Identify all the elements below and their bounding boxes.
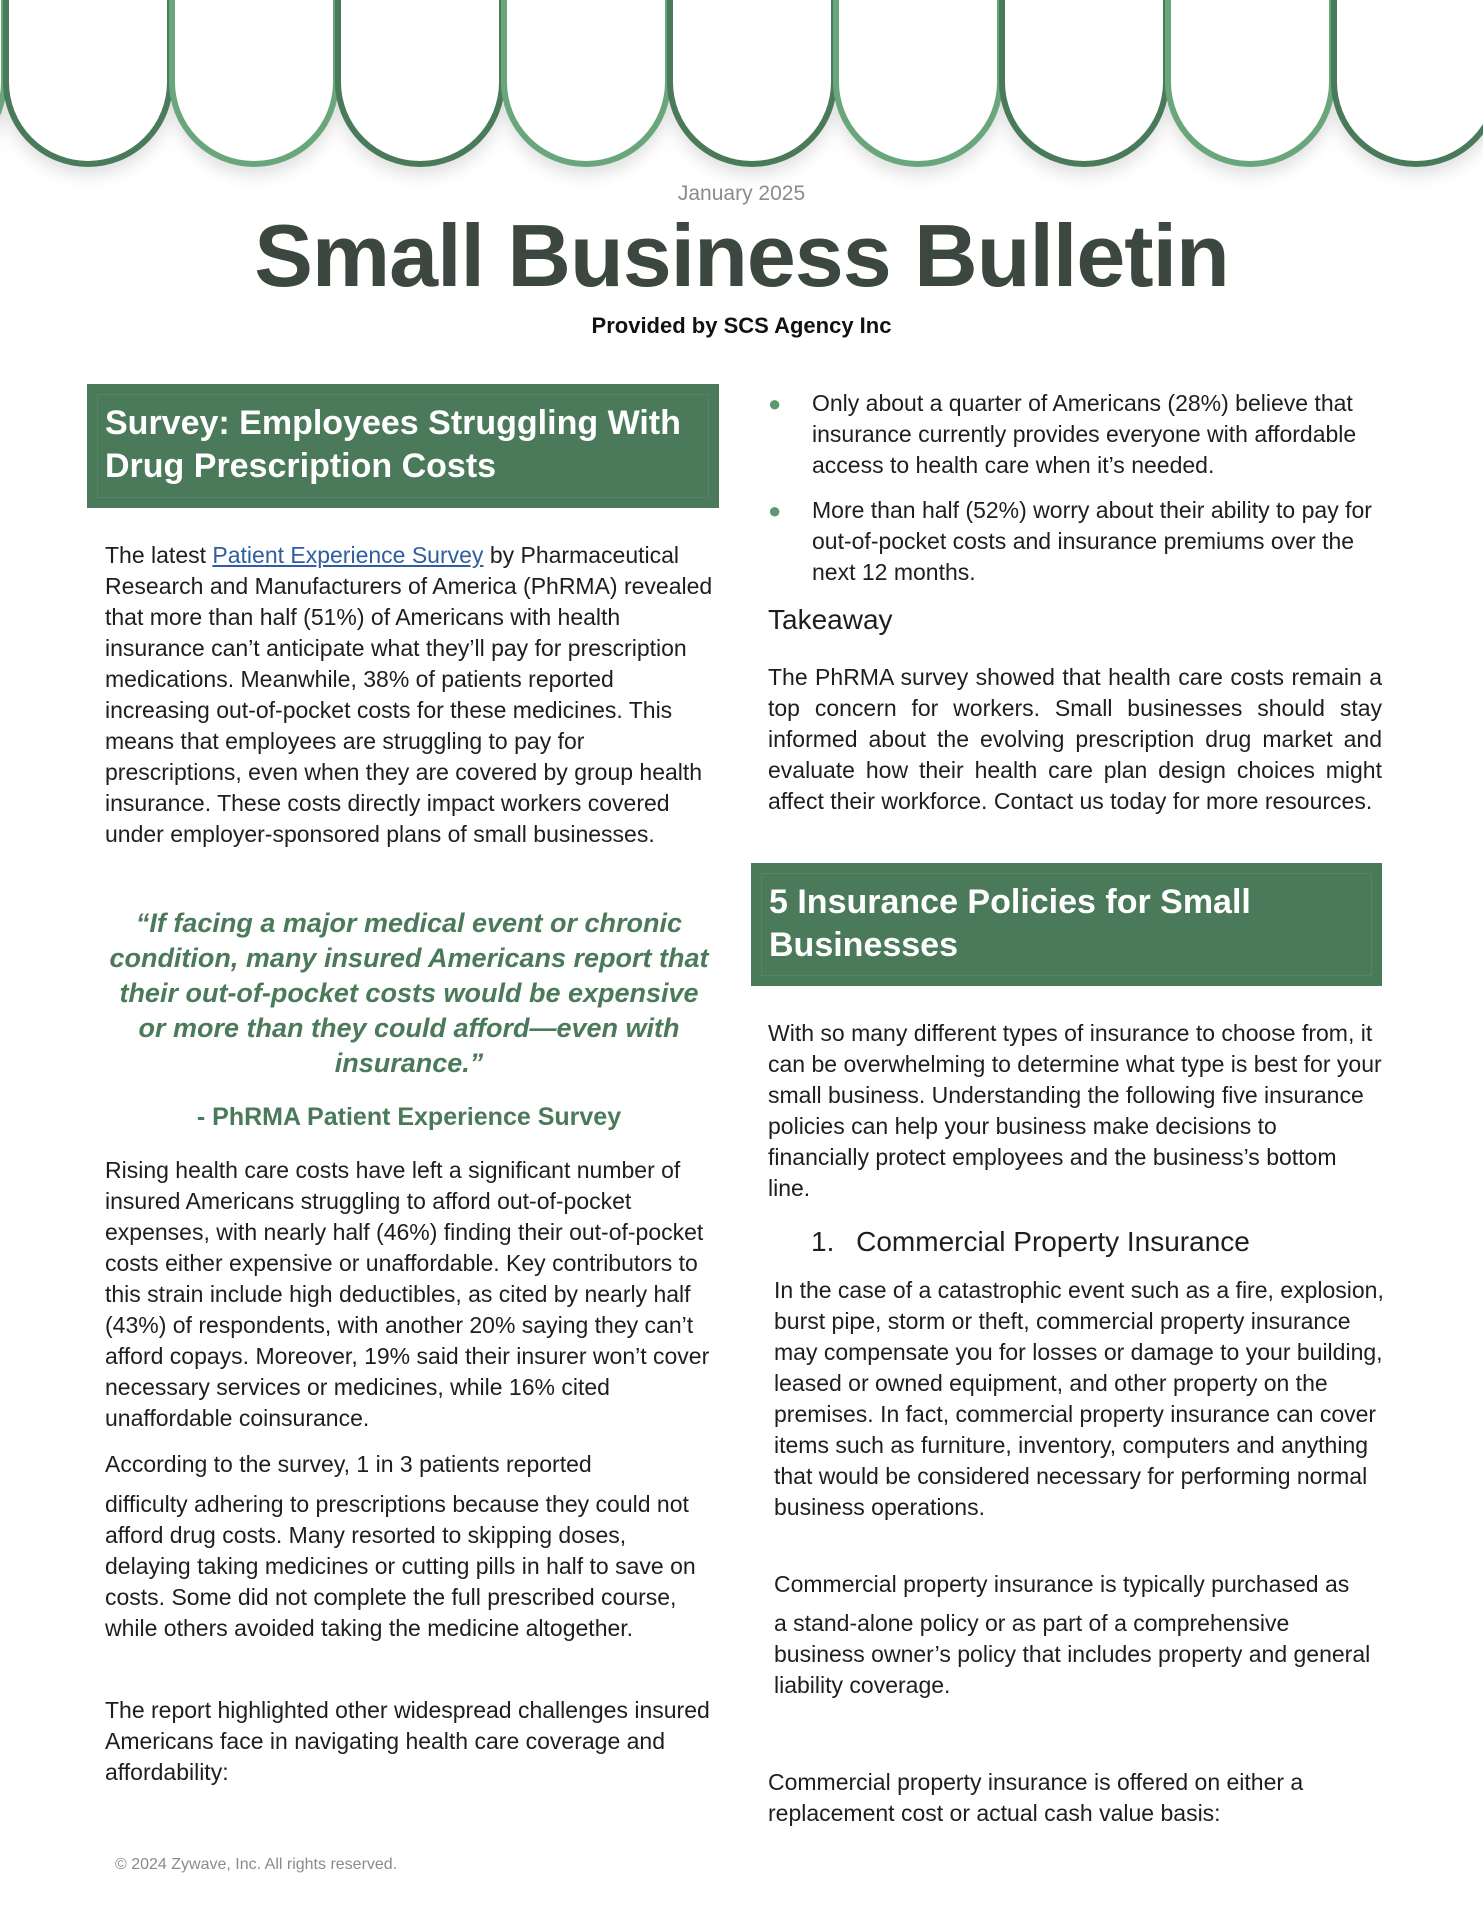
issue-date: January 2025	[677, 182, 806, 205]
scallop-arch	[172, 0, 336, 164]
list-item: ● Only about a quarter of Americans (28%) believe that insurance currently provides everyone with affordable access to health care when it’s needed.	[768, 390, 1357, 478]
adherence-paragraph: difficulty adhering to prescriptions because they could not afford drug costs. Many resorted to skipping doses, delaying taking medicines or cutting pills in half to save on costs. Some did not complete the full prescribed course, while others avoided taking the medicine altogether.	[105, 1491, 696, 1641]
scallop-arch	[1334, 0, 1483, 164]
list-item: ● More than half (52%) worry about their ability to pay for out-of-pocket costs and insurance premiums over the next 12 months.	[768, 497, 1372, 585]
scallop-arch	[338, 0, 502, 164]
scalloped-header-decoration	[0, 0, 1483, 190]
scallop-arch	[1168, 0, 1332, 164]
scallop-arch	[836, 0, 1000, 164]
copyright-footer: © 2024 Zywave, Inc. All rights reserved.	[115, 1856, 398, 1873]
takeaway-heading: Takeaway	[768, 604, 893, 635]
section-heading-commercial-property	[811, 1226, 1250, 1258]
article-banner-survey	[87, 384, 719, 508]
patient-experience-survey-link[interactable]: Patient Experience Survey	[212, 542, 484, 568]
banner-title-line2: Drug Prescription Costs	[105, 447, 497, 485]
insurance-intro-paragraph: With so many different types of insurance to choose from, it can be overwhelming to determine what type is best for your small business. Understanding the following five insurance policies can help your business make decisions to financially protect employees and the business’s bottom line.	[768, 1020, 1382, 1201]
purchase-paragraph: a stand-alone policy or as part of a comprehensive business owner’s policy that includes property and general liability coverage.	[774, 1610, 1371, 1698]
banner-title-line1: Survey: Employees Struggling With	[105, 404, 681, 442]
bullet-dot-icon: ●	[768, 498, 782, 523]
takeaway-paragraph: The PhRMA survey showed that health care costs remain a top concern for workers. Small businesses should stay informed about the evolving prescription drug market and evaluate how their health care plan design choices might affect their workforce. Contact us today for more resources.	[768, 664, 1382, 814]
banner-title-line2: Businesses	[769, 926, 958, 964]
provided-by: Provided by SCS Agency Inc	[591, 313, 892, 338]
cost-basis-paragraph: Commercial property insurance is offered on either a replacement cost or actual cash value basis:	[768, 1769, 1304, 1826]
scallop-arch	[1002, 0, 1166, 164]
article-banner-insurance-policies	[751, 863, 1382, 986]
quote-attribution: - PhRMA Patient Experience Survey	[196, 1103, 622, 1131]
adherence-paragraph-lead: According to the survey, 1 in 3 patients reported	[105, 1451, 592, 1477]
bullet-dot-icon: ●	[768, 391, 782, 416]
challenges-paragraph: The report highlighted other widespread challenges insured Americans face in navigating health care coverage and affordability:	[105, 1697, 710, 1785]
scallop-arch	[504, 0, 668, 164]
pull-quote: “If facing a major medical event or chronic condition, many insured Americans report that their out-of-pocket costs would be expensive or more than they could afford—even with insurance.”	[109, 908, 709, 1078]
masthead-title: Small Business Bulletin	[254, 206, 1229, 305]
purchase-paragraph-lead: Commercial property insurance is typically purchased as	[774, 1571, 1350, 1597]
scallop-arch	[6, 0, 170, 164]
section-number: 1.	[811, 1226, 835, 1257]
costs-paragraph: Rising health care costs have left a significant number of insured Americans struggling to afford out-of-pocket expenses, with nearly half (46%) finding their out-of-pocket costs either expensive or unaffordable. Key contributors to this strain include high deductibles, as cited by nearly half (43%) of respondents, with another 20% saying they can’t afford copays. Moreover, 19% said their insurer won’t cover necessary services or medicines, while 16% cited unaffordable coinsurance.	[105, 1157, 710, 1431]
findings-list	[768, 388, 1388, 602]
survey-intro-paragraph: The latest Patient Experience Survey by Pharmaceutical Research and Manufacturers of America (PhRMA) revealed that more than half (51%) of Americans with health insurance can’t anticipate what they’ll pay for prescription medications. Meanwhile, 38% of patients reported increasing out-of-pocket costs for these medicines. This means that employees are struggling to pay for prescriptions, even when they are covered by group health insurance. These costs directly impact workers covered under employer-sponsored plans of small businesses.	[105, 542, 713, 847]
commercial-property-paragraph: In the case of a catastrophic event such as a fire, explosion, burst pipe, storm or theft, commercial property insurance may compensate you for losses or damage to your building, leased or owned equipment, and other property on the premises. In fact, commercial property insurance can cover items such as furniture, inventory, computers and anything that would be considered necessary for performing normal business operations.	[774, 1277, 1384, 1520]
section-title: Commercial Property Insurance	[856, 1226, 1250, 1257]
scallop-arch	[670, 0, 834, 164]
banner-title-line1: 5 Insurance Policies for Small	[769, 883, 1251, 921]
